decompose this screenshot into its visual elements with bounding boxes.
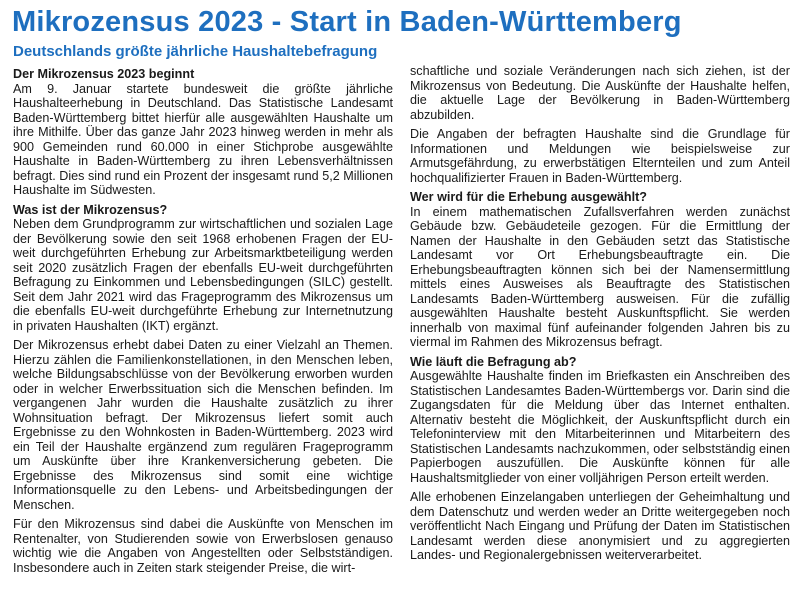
article-title: Mikrozensus 2023 - Start in Baden-Württemberg (12, 6, 682, 38)
left-column (13, 67, 393, 581)
section-heading-wer-wird: Wer wird für die Erhebung ausgewählt? (410, 190, 647, 204)
article-subtitle: Deutschlands größte jährliche Haushaltebefragung (13, 43, 378, 60)
paragraph: Ausgewählte Haushalte finden im Briefkasten ein Anschreiben des Statistischen Landesamtes Baden-Württembergs vor. Darin sind die Zugangsdaten für die Meldung über das Internet enthalten. Alternativ besteht die Möglichkeit, der Auskunftspflicht durch ein Telefoninterview mit den Mitarbeiterinnen und Mitarbeitern des Statistischen Landesamts nachzukommen, oder selbstständig einen Papierbogen auszufüllen. Die Auskünfte können für alle Haushaltsmitglieder von einer volljährigen Person erteilt werden. (410, 369, 790, 485)
paragraph: Am 9. Januar startete bundesweit die größte jährliche Haushalteerhebung in Deutschland. Das Statistische Landesamt Baden-Württemberg bittet hierfür alle ausgewählten Haushalte um ihre Mithilfe. Über das ganze Jahr 2023 hinweg werden in mehr als 900 Gemeinden rund 60.000 in einer Stichprobe ausgewählte Haushalte in Baden-Württemberg zu ihren Lebensverhältnissen befragt. Dies sind rund ein Prozent der insgesamt rund 5,2 Millionen Haushalte im Südwesten. (13, 81, 393, 197)
section-heading-beginnt: Der Mikrozensus 2023 beginnt (13, 67, 195, 81)
paragraph: Alle erhobenen Einzelangaben unterliegen der Geheimhaltung und dem Datenschutz und werden weder an Dritte weitergegeben noch veröffentlicht Nach Eingang und Prüfung der Daten im Statistischen Landesamt werden diese anonymisiert und zu aggregierten Landes- und Regionalergebnissen weiterverarbeitet. (410, 490, 790, 562)
paragraph: schaftliche und soziale Veränderungen nach sich ziehen, ist der Mikrozensus von Bedeutung. Die Auskünfte der Haushalte helfen, die aktuelle Lage der Bevölkerung in Baden-Württemberg abzubilden. (410, 64, 790, 122)
paragraph: In einem mathematischen Zufallsverfahren werden zunächst Gebäude bzw. Gebäudeteile gezogen. Für die Ermittlung der Namen der Haushalte in den Gebäuden setzt das Statistische Landesamt vor Ort Erhebungsbeauftragte ein. Die Erhebungsbeauftragten können sich bei der Namensermittlung mittels eines Ausweises als Beauftragte des Statistischen Landesamts Baden-Württemberg ausweisen. Für die zufällig ausgewählten Haushalte besteht Auskunftspflicht. Sie werden innerhalb von maximal fünf aufeinander folgenden Jahren bis zu viermal im Rahmen des Mikrozensus befragt. (410, 204, 790, 349)
paragraph: Neben dem Grundprogramm zur wirtschaftlichen und sozialen Lage der Bevölkerung sowie den seit 1968 erhobenen Fragen der EU-weit durchgeführten Erhebung zur Arbeitsmarktbeteiligung werden seit 2020 zusätzlich Fragen der ebenfalls EU-weit durchgeführten Befragung zu Einkommen und Lebensbedingungen (SILC) gestellt. Seit dem Jahr 2021 wird das Frageprogramm des Mikrozensus um die ebenfalls EU-weit durchgeführte Erhebung zur Internetnutzung in privaten Haushalten (IKT) ergänzt. (13, 217, 393, 333)
paragraph: Für den Mikrozensus sind dabei die Auskünfte von Menschen im Rentenalter, von Studierenden sowie von Erwerbslosen genauso wichtig wie die Angaben von Angestellten oder Selbstständigen. Insbesondere auch in Zeiten stark steigender Preise, die wirt- (13, 517, 393, 575)
paragraph: Die Angaben der befragten Haushalte sind die Grundlage für Informationen und Meldungen wie beispielsweise zur Armutsgefährdung, zu erwerbstätigen Elternteilen und zum Anteil hochqualifizierter Frauen in Baden-Württemberg. (410, 127, 790, 185)
paragraph: Der Mikrozensus erhebt dabei Daten zu einer Vielzahl an Themen. Hierzu zählen die Familienkonstellationen, in den Menschen leben, welche Bildungsabschlüsse von der Bevölkerung erworben wurden oder in welcher Erwerbssituation sich die Menschen befinden. Im vergangenen Jahr wurden die Haushalte zusätzlich zu ihrer Wohnsituation befragt. Der Mikrozensus liefert somit auch Ergebnisse zu den Wohnkosten in Baden-Württemberg. 2023 wird ein Teil der Haushalte ergänzend zum regulären Frageprogramm um Auskünfte über ihre Krankenversicherung gebeten. Die Ergebnisse des Mikrozensus sind somit eine wichtige Informationsquelle zu den Lebens- und Arbeitsbedingungen der Menschen. (13, 338, 393, 512)
section-heading-wie-laeuft: Wie läuft die Befragung ab? (410, 354, 577, 369)
right-column (410, 64, 790, 569)
section-heading-was-ist: Was ist der Mikrozensus? (13, 202, 168, 217)
